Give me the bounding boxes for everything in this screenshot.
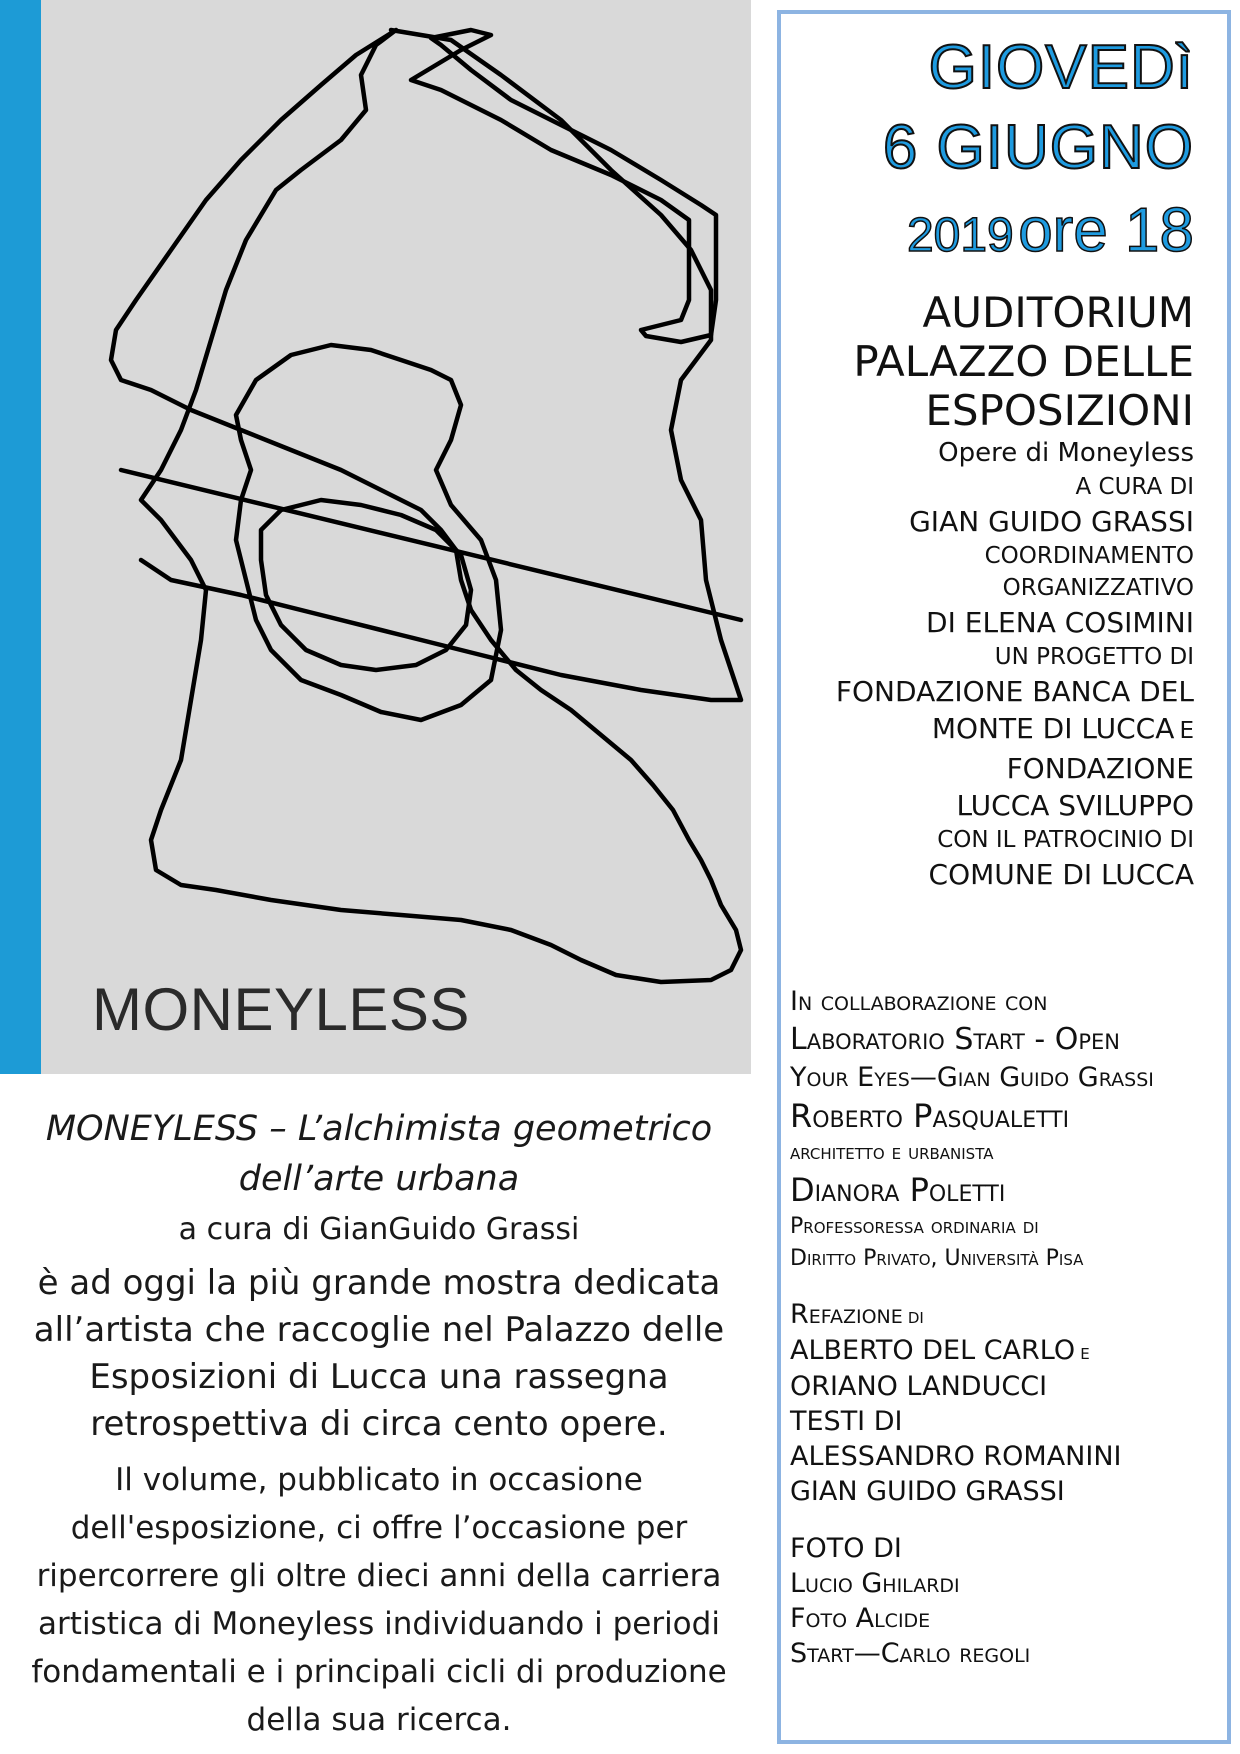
organizers [674,435,1194,893]
foto-name: Foto Alcide [790,1603,931,1634]
refazione-e: e [1080,1340,1090,1365]
collab-label: In collaborazione con [790,986,1048,1017]
collab-line: Laboratorio Start - Open [790,1022,1120,1057]
description-line: all’artista che raccoglie nel Palazzo delle [33,1310,725,1350]
organizer-line: FONDAZIONE [1006,752,1194,785]
organizer-line: GIAN GUIDO GRASSI [909,505,1194,538]
person-name: Roberto Pasqualetti [790,1097,1070,1135]
event-info [674,28,1194,893]
person-name: Dianora Poletti [790,1171,1006,1209]
organizer-line: CON IL PATROCINIO DI [937,827,1194,853]
event-time [674,192,1194,286]
exhibition-subtitle [0,1104,758,1204]
collab-line: Your Eyes—Gian Guido Grassi [790,1062,1154,1093]
testi-name: ALESSANDRO ROMANINI [790,1441,1122,1472]
volume-line: della sua ricerca. [246,1702,512,1738]
cover-accent-strip [0,0,41,1074]
left-description-block [0,1104,758,1744]
venue-line: ESPOSIZIONI [925,386,1194,435]
credits [790,984,1230,1671]
subtitle-line: MONEYLESS – L’alchimista geometrico [45,1109,713,1149]
refazione-name: ALBERTO DEL CARLO [790,1335,1076,1366]
organizer-line: DI ELENA COSIMINI [926,606,1194,639]
organizer-line: LUCCA SVILUPPO [956,789,1194,822]
organizer-name: MONTE DI LUCCA [931,712,1175,745]
volume-line: artistica di Moneyless individuando i periodi [38,1606,720,1642]
description-paragraph [0,1260,758,1448]
person-role: Professoressa ordinaria di [790,1214,1039,1239]
description-line: è ad oggi la più grande mostra dedicata [37,1263,721,1303]
event-venue [674,288,1194,435]
subtitle-line: dell’arte urbana [238,1159,520,1199]
organizer-line: FONDAZIONE BANCA DEL [835,675,1194,708]
organizer-line: Opere di Moneyless [938,438,1194,468]
organizer-line: ORGANIZZATIVO [1002,575,1194,601]
foto-name: Start—Carlo regoli [790,1638,1031,1669]
testi-name: GIAN GUIDO GRASSI [790,1476,1065,1507]
foto-label: FOTO DI [790,1533,902,1564]
organizer-line: COORDINAMENTO [984,543,1194,569]
volume-line: ripercorrere gli oltre dieci anni della carriera [36,1558,722,1594]
event-day: GIOVEDì [928,33,1194,102]
venue-line: PALAZZO DELLE [853,337,1194,386]
testi-label: TESTI DI [790,1406,903,1437]
spacer [790,1275,1230,1297]
foto-name: Lucio Ghilardi [790,1568,960,1599]
refazione-name-line [790,1333,1230,1369]
organizer-line: COMUNE DI LUCCA [928,858,1194,891]
volume-line: fondamentali e i principali cicli di produzione [31,1654,727,1690]
description-line: retrospettiva di circa cento opere. [90,1404,668,1444]
volume-line: dell'esposizione, ci offre l’occasione per [70,1510,688,1546]
refazione-di: di [907,1304,924,1329]
event-date: 6 GIUGNO [882,113,1194,182]
person-role: architetto e urbanista [790,1140,994,1165]
organizer-conjunction: E [1179,718,1194,744]
organizer-line [674,710,1194,750]
event-hour: ore 18 [1018,196,1194,265]
volume-paragraph [0,1456,758,1744]
refazione-label-line [790,1297,1230,1333]
description-line: Esposizioni di Lucca una rassegna [89,1357,669,1397]
person-role: Diritto Privato, Università Pisa [790,1246,1084,1271]
organizer-line: UN PROGETTO DI [994,644,1194,670]
organizer-line: A CURA DI [1075,474,1194,500]
cover-title: MONEYLESS [92,976,470,1043]
volume-line: Il volume, pubblicato in occasione [115,1462,643,1498]
venue-line: AUDITORIUM [922,288,1194,337]
refazione-name: ORIANO LANDUCCI [790,1371,1048,1402]
moneyless-line-artwork [41,0,751,1074]
event-year: 2019 [906,209,1014,262]
refazione-label: Refazione [790,1299,903,1330]
spacer [790,1509,1230,1531]
curator-line: a cura di GianGuido Grassi [178,1212,580,1247]
